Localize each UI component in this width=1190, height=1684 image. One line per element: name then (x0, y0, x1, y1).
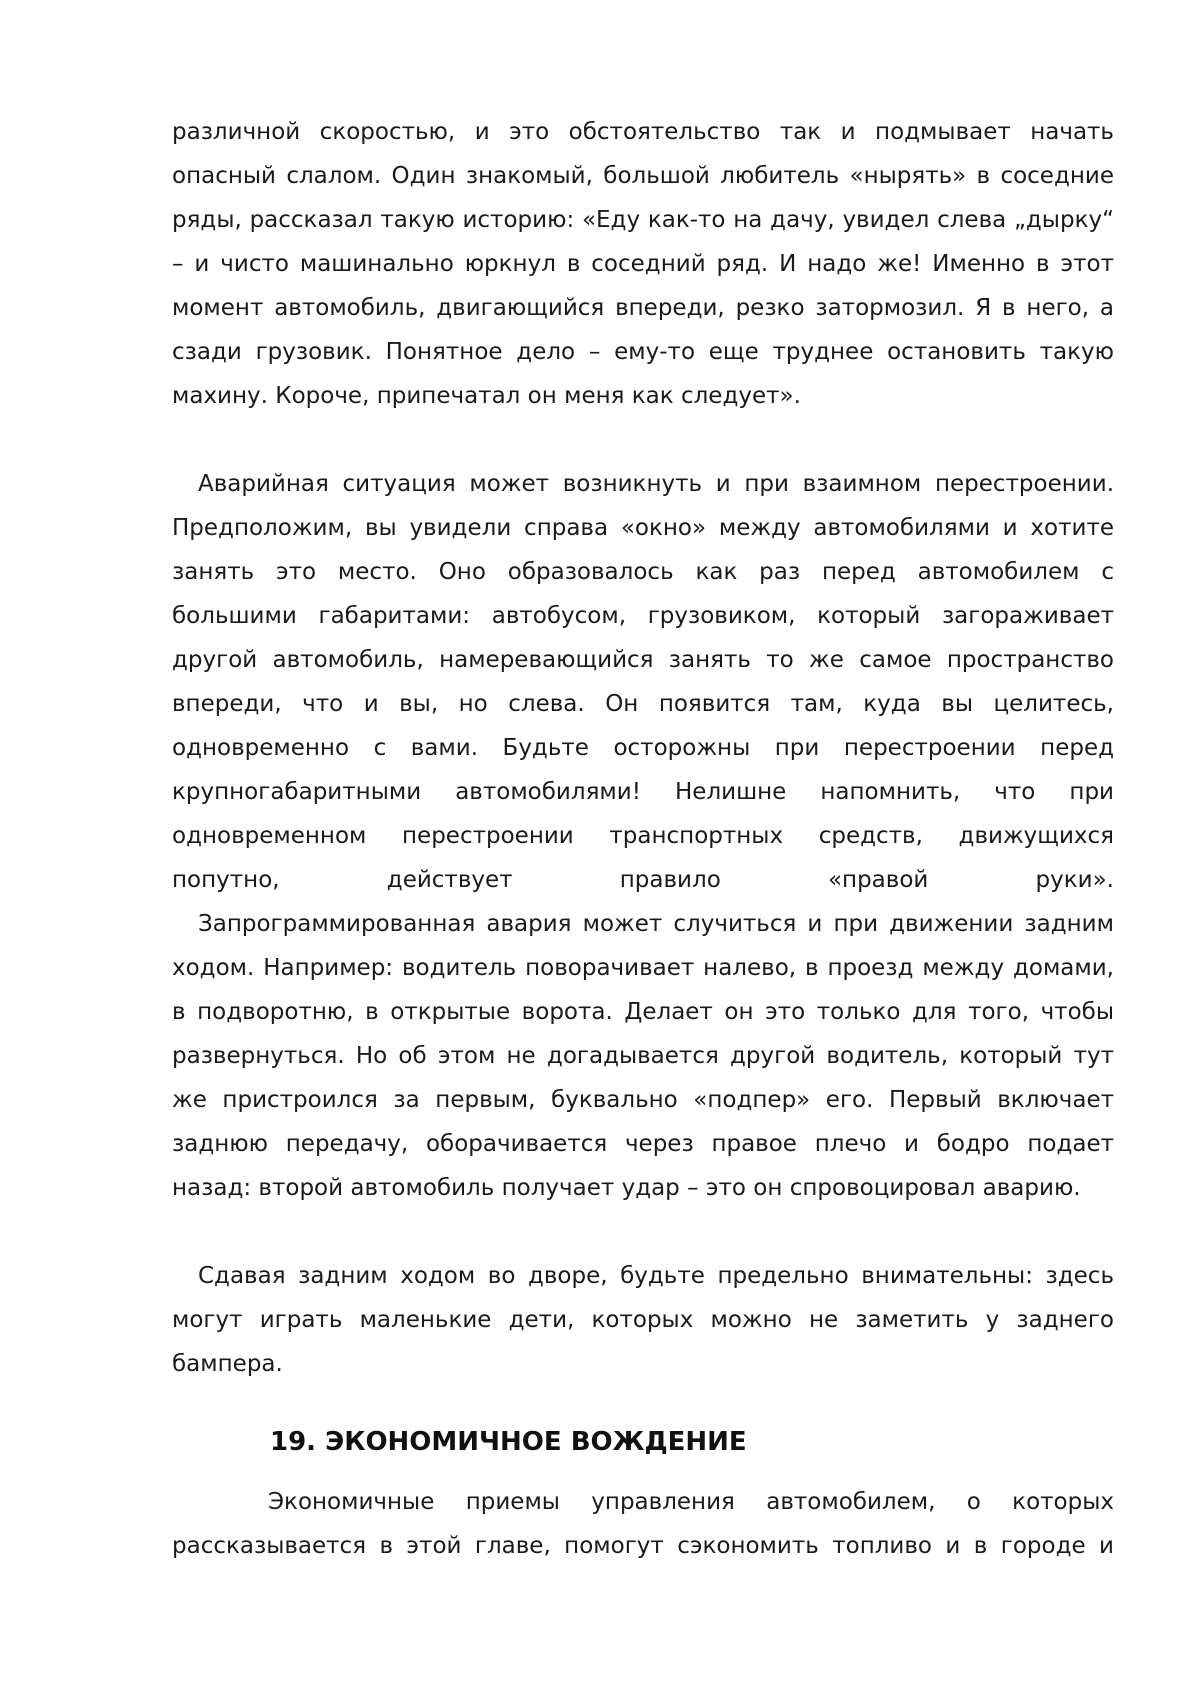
paragraph-text: различной скоростью, и это обстоятельство так и подмывает начать опасный слалом. Один знакомый, большой любитель «нырять» в соседние ряды, рассказал такую историю: «Еду как-то на дачу, увидел слева „дырку“ – и чисто машинально юркнул в соседний ряд. И надо же! Именно в этот момент автомобиль, двигающийся впереди, резко затормозил. Я в него, а сзади грузовик. Понятное дело – ему-то еще труднее остановить такую махину. Короче, припечатал он меня как следует». (172, 119, 1114, 409)
paragraph-text: Сдавая задним ходом во дворе, будьте предельно внимательны: здесь могут играть маленькие дети, которых можно не заметить у заднего бампера. (172, 1263, 1114, 1377)
paragraph-text: Запрограммированная авария может случиться и при движении задним ходом. Например: водитель поворачивает налево, в проезд между домами, в подворотню, в открытые ворота. Делает он это только для того, чтобы развернуться. Но об этом не догадывается другой водитель, который тут же пристроился за первым, буквально «подпер» его. Первый включает заднюю передачу, оборачивается через правое плечо и бодро подает назад: второй автомобиль получает удар – это он спровоцировал аварию. (172, 911, 1114, 1201)
paragraph-mutual-lane-change (172, 462, 1114, 902)
paragraph-text: Экономичные приемы управления автомобилем, о которых рассказывается в этой главе, помогут сэкономить топливо и в городе и (172, 1489, 1114, 1559)
paragraph-reverse-driving (172, 902, 1114, 1210)
section-heading: 19. ЭКОНОМИЧНОЕ ВОЖДЕНИЕ (270, 1427, 747, 1457)
paragraph-yard-warning (172, 1254, 1114, 1386)
paragraph-continuation (172, 110, 1114, 418)
section-intro-paragraph (172, 1480, 1114, 1568)
paragraph-text: Аварийная ситуация может возникнуть и при взаимном перестроении. Предположим, вы увидели справа «окно» между автомобилями и хотите занять это место. Оно образовалось как раз перед автомобилем с большими габаритами: автобусом, грузовиком, который загораживает другой автомобиль, намеревающийся занять то же самое пространство впереди, что и вы, но слева. Он появится там, куда вы целитесь, одновременно с вами. Будьте осторожны при перестроении перед крупногабаритными автомобилями! Нелишне напомнить, что при одновременном перестроении транспортных средств, движущихся попутно, действует правило «правой руки». (172, 471, 1114, 893)
